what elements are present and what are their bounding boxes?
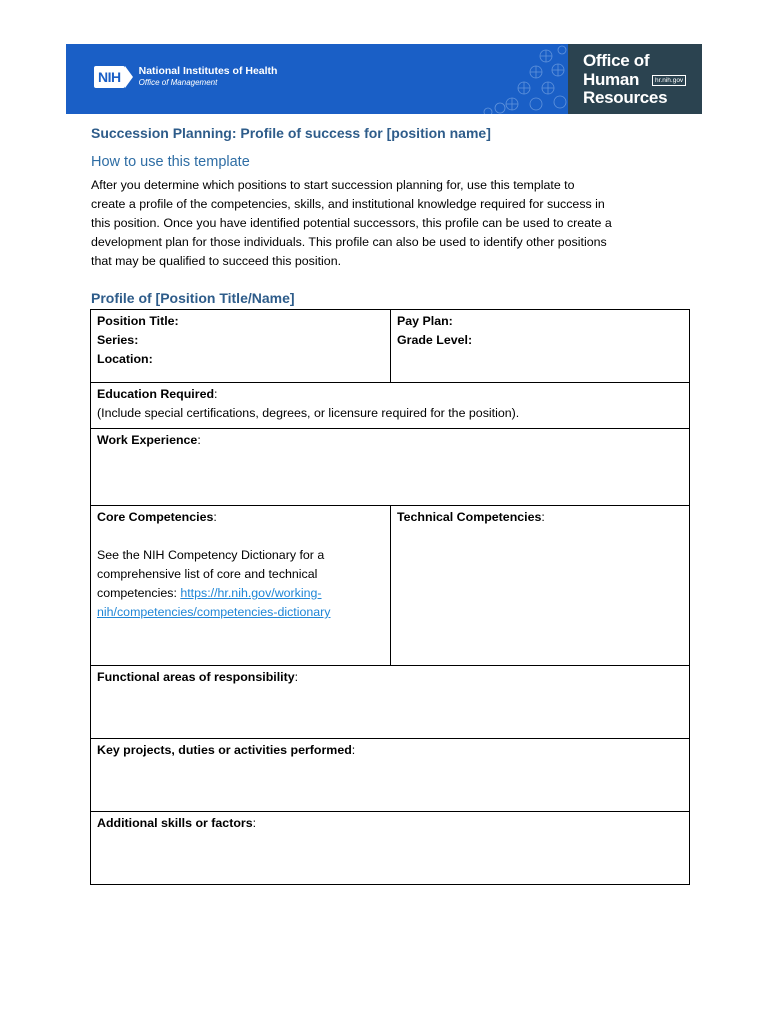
colon: : [214, 387, 218, 401]
pay-info-cell[interactable] [390, 309, 690, 383]
paragraph-line: development plan for those individuals. This profile can also be used to identify other positions [91, 235, 607, 249]
colon: : [252, 816, 257, 830]
document-title: Succession Planning: Profile of success for [position name] [91, 125, 491, 141]
ohr-line1: Office of [583, 51, 650, 70]
ohr-line2: Human [583, 70, 640, 89]
work-experience-cell[interactable] [90, 428, 690, 506]
location-label: Location: [97, 352, 153, 366]
work-experience-label: Work Experience [97, 433, 198, 447]
functional-areas-label: Functional areas of responsibility [97, 670, 295, 684]
nih-office: Office of Management [138, 78, 218, 87]
colon: : [541, 510, 545, 524]
paragraph-line: create a profile of the competencies, skills, and institutional knowledge required for success in [91, 197, 605, 211]
nih-chevron-icon [125, 66, 133, 88]
additional-skills-label: Additional skills or factors [97, 816, 253, 830]
nih-logo-mark: NIH [94, 66, 125, 88]
key-projects-label: Key projects, duties or activities performed [97, 743, 352, 757]
colon: : [294, 670, 299, 684]
header-banner [66, 44, 702, 114]
paragraph-line: that may be qualified to succeed this position. [91, 254, 342, 268]
education-label: Education Required [97, 387, 215, 401]
colon: : [351, 743, 356, 757]
how-to-heading: How to use this template [91, 154, 250, 170]
ohr-url: hr.nih.gov [652, 75, 686, 86]
paragraph-line: After you determine which positions to start succession planning for, use this template to [91, 178, 575, 192]
core-text-prefix: competencies: [97, 586, 181, 600]
nih-wordmark [139, 66, 278, 88]
core-text-line: comprehensive list of core and technical [97, 567, 318, 581]
ohr-logo [568, 44, 702, 114]
education-note: (Include special certifications, degrees, or licensure required for the position). [97, 406, 520, 420]
core-text-line: See the NIH Competency Dictionary for a [97, 548, 325, 562]
paragraph-line: this position. Once you have identified potential successors, this profile can be used to create a [91, 216, 612, 230]
nih-logo [94, 66, 277, 88]
ohr-line3: Resources [583, 88, 668, 107]
position-info-cell[interactable] [90, 309, 391, 383]
how-to-paragraph [91, 176, 691, 271]
technical-competencies-cell[interactable] [390, 505, 690, 666]
grade-level-label: Grade Level: [397, 333, 473, 347]
education-cell[interactable] [90, 382, 690, 429]
competency-dictionary-link[interactable]: https://hr.nih.gov/working- [180, 586, 322, 600]
key-projects-cell[interactable] [90, 738, 690, 812]
nih-name: National Institutes of Health [138, 65, 278, 77]
pay-plan-label: Pay Plan: [397, 314, 453, 328]
core-competencies-cell[interactable] [90, 505, 391, 666]
core-competencies-label: Core Competencies [97, 510, 214, 524]
additional-skills-cell[interactable] [90, 811, 690, 885]
decorative-pattern-icon [476, 44, 568, 114]
position-title-label: Position Title: [97, 314, 179, 328]
series-label: Series: [97, 333, 139, 347]
functional-areas-cell[interactable] [90, 665, 690, 739]
colon: : [197, 433, 201, 447]
technical-competencies-label: Technical Competencies [397, 510, 542, 524]
profile-heading: Profile of [Position Title/Name] [91, 290, 295, 306]
colon: : [213, 510, 217, 524]
competency-dictionary-link-cont[interactable]: nih/competencies/competencies-dictionary [97, 605, 331, 619]
